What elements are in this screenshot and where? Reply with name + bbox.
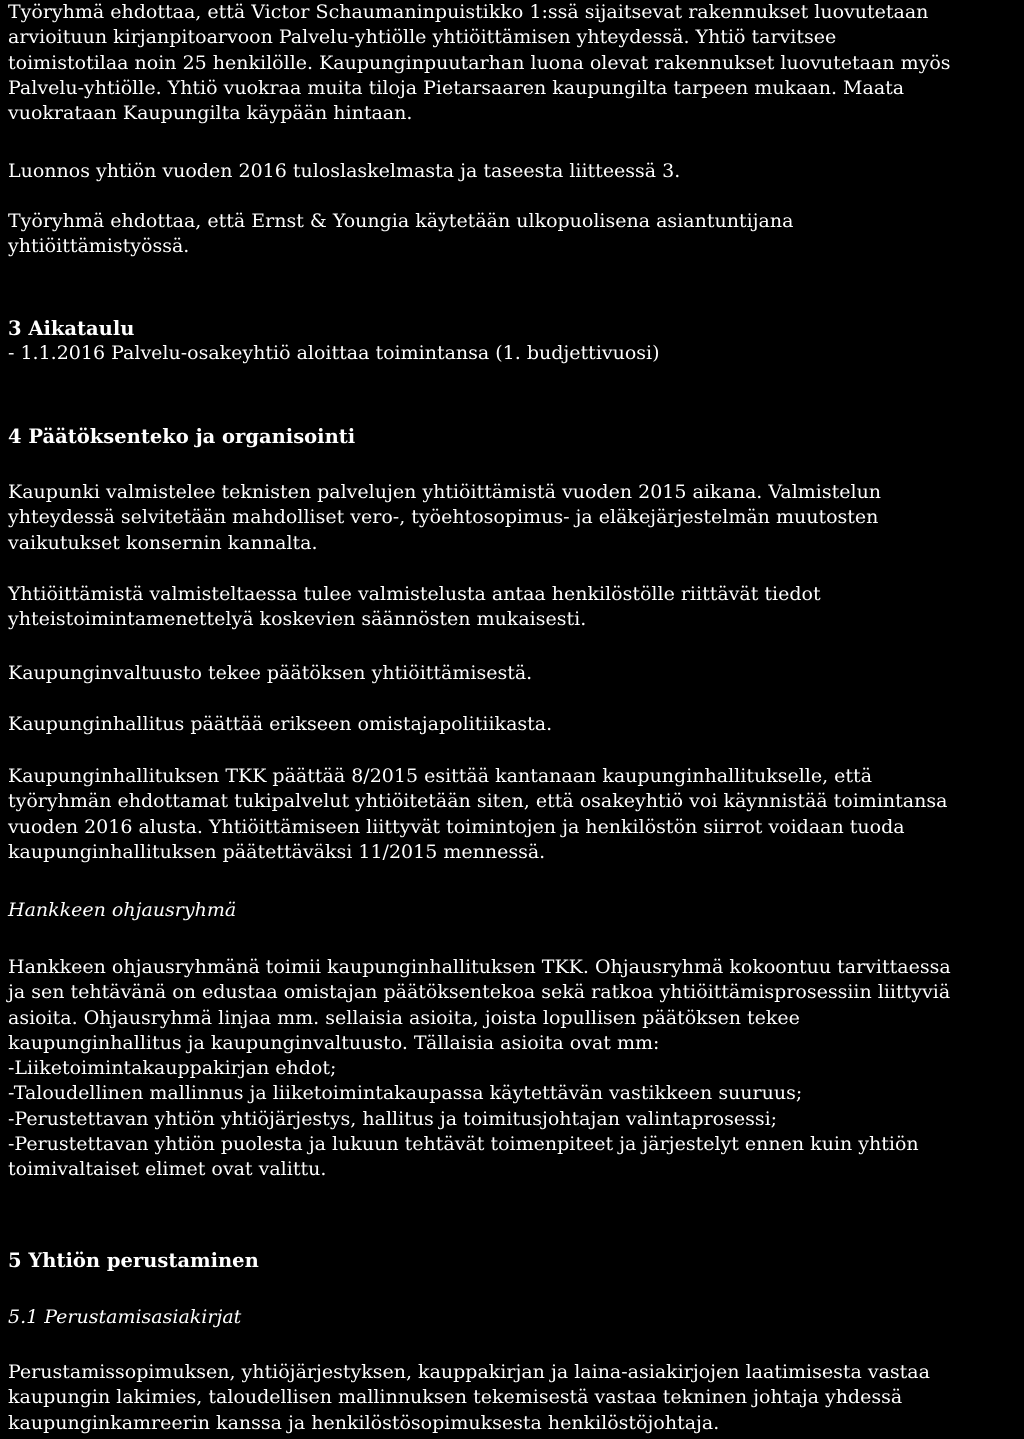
section-heading: 4 Päätöksenteko ja organisointi [8, 425, 356, 448]
paragraph-text: Kaupunginhallituksen TKK päättää 8/2015 esittää kantanaan kaupunginhallitukselle, että työryhmän ehdottamat tukipalvelut yhtiöitetään siten, että osakeyhtiö voi käynnistää toimintansa vuoden 2016 alusta. Yhtiöittämiseen liittyvät toimintojen ja henkilöstön siirrot voidaan tuoda kaupunginhallituksen päätettäväksi 11/2015 mennessä. [8, 765, 948, 863]
section-heading: 3 Aikataulu [8, 317, 135, 340]
paragraph-council [8, 661, 1020, 686]
subheading-steering-group [8, 898, 1020, 923]
paragraph-text: Työryhmä ehdottaa, että Ernst & Youngia käytetään ulkopuolisena asiantuntijana yhtiöittämistyössä. [8, 210, 794, 258]
subheading-founding-docs [8, 1305, 1020, 1330]
paragraph-text: Luonnos yhtiön vuoden 2016 tuloslaskelmasta ja taseesta liitteessä 3. [8, 160, 681, 182]
paragraph-board [8, 712, 1020, 737]
paragraph-text: Kaupunginhallitus päättää erikseen omistajapolitiikasta. [8, 713, 553, 735]
paragraph-founding-docs [8, 1360, 1020, 1436]
schedule-item: - 1.1.2016 Palvelu-osakeyhtiö aloittaa toimintansa (1. budjettivuosi) [8, 342, 660, 364]
paragraph-text: Kaupunki valmistelee teknisten palvelujen yhtiöittämistä vuoden 2015 aikana. Valmistelun yhteydessä selvitetään mahdolliset vero-, työehtosopimus- ja eläkejärjestelmän muutosten vaikutukset konsernin kannalta. [8, 481, 882, 554]
paragraph-text: Perustamissopimuksen, yhtiöjärjestyksen, kauppakirjan ja laina-asiakirjojen laatimisesta vastaa kaupungin lakimies, taloudellisen mallinnuksen tekemisestä vastaa tekninen johtaja yhdessä kaupunginkamreerin kanssa ja henkilöstösopimuksesta henkilöstöjohtaja. [8, 1361, 930, 1434]
paragraph-preparation [8, 480, 1020, 556]
section-founding-heading [8, 1248, 1020, 1273]
paragraph-text: Yhtiöittämistä valmisteltaessa tulee valmistelusta antaa henkilöstölle riittävät tiedot yhteistoimintamenettelyä koskevien säännösten mukaisesti. [8, 583, 821, 631]
paragraph-steering-group [8, 955, 1020, 1183]
paragraph-premises [8, 0, 1020, 126]
section-schedule [8, 316, 1020, 366]
paragraph-staff-info [8, 582, 1020, 633]
subheading: Hankkeen ohjausryhmä [8, 899, 237, 921]
paragraph-expert [8, 209, 1020, 260]
paragraph-tkk [8, 764, 1020, 865]
section-heading: 5 Yhtiön perustaminen [8, 1249, 259, 1272]
paragraph-text: Työryhmä ehdottaa, että Victor Schaumaninpuistikko 1:ssä sijaitsevat rakennukset luovutetaan arvioituun kirjanpitoarvoon Palvelu-yhtiölle yhtiöittämisen yhteydessä. Yhtiö tarvitsee toimistotilaa noin 25 henkilölle. Kaupunginpuutarhan luona olevat rakennukset luovutetaan myös Palvelu-yhtiölle. Yhtiö vuokraa muita tiloja Pietarsaaren kaupungilta tarpeen mukaan. Maata vuokrataan Kaupungilta käypään hintaan. [8, 1, 951, 125]
paragraph-draft-statements [8, 159, 1020, 184]
subheading: 5.1 Perustamisasiakirjat [8, 1306, 242, 1328]
paragraph-text: Kaupunginvaltuusto tekee päätöksen yhtiöittämisestä. [8, 662, 533, 684]
section-decision-heading [8, 424, 1020, 449]
paragraph-text: Hankkeen ohjausryhmänä toimii kaupunginhallituksen TKK. Ohjausryhmä kokoontuu tarvittaessa ja sen tehtävänä on edustaa omistajan päätöksentekoa sekä ratkoa yhtiöittämisprosessiin liittyviä asioita. Ohjausryhmä linjaa mm. sellaisia asioita, joista lopullisen päätöksen tekee kaupunginhallitus ja kaupunginvaltuusto. Tällaisia asioita ovat mm: -Liiketoimintakauppakirjan ehdot; -Taloudellinen mallinnus ja liiketoimintakaupassa käytettävän vastikkeen suuruus; -Perustettavan yhtiön yhtiöjärjestys, hallitus ja toimitusjohtajan valintaprosessi; -Perustettavan yhtiön puolesta ja lukuun tehtävät toimenpiteet ja järjestelyt ennen kuin yhtiön toimivaltaiset elimet ovat valittu. [8, 956, 951, 1181]
